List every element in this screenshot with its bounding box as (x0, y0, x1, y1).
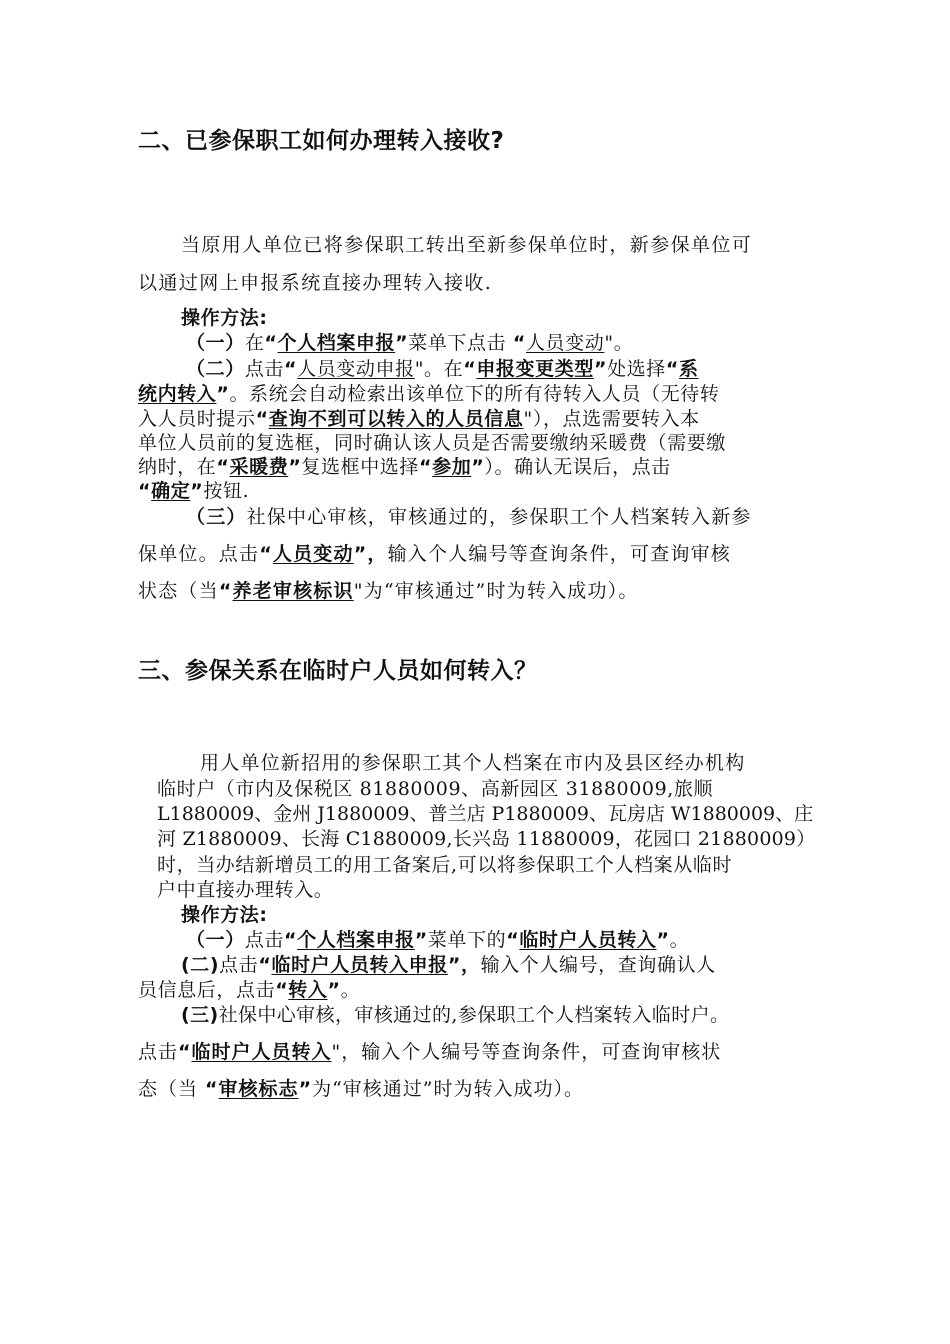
quote-mark: “ (218, 580, 233, 602)
step-text: 点击 (244, 929, 285, 951)
quote-mark: ” (414, 929, 428, 951)
quote-mark: “ (284, 358, 298, 380)
section3-step3-line1 (181, 1000, 729, 1027)
field-pension-audit-flag: 养老审核标识 (232, 580, 354, 602)
step-text: "为“审核通过”时为转入成功）。 (353, 580, 639, 602)
section3-intro-line4: 河 Z1880009、长海 C1880009,长兴岛 11880009，花园口 21880009） (157, 828, 816, 850)
section2-step2-line1 (186, 354, 699, 381)
field-change-type[interactable]: 申报变更类型 (476, 358, 594, 380)
quote-mark: “ (463, 358, 477, 380)
step-number: (二) (181, 954, 220, 976)
section3-method-label: 操作方法: (181, 904, 268, 926)
section2-method-label: 操作方法: (181, 307, 268, 329)
step-number: （三） (186, 506, 247, 528)
section3-intro-line6: 户中直接办理转入。 (157, 879, 334, 901)
section3-step3-line2 (138, 1037, 721, 1064)
quote-mark: “ (259, 543, 273, 565)
section3-step2-line1 (181, 950, 716, 977)
section2-step2-line5 (138, 452, 671, 479)
step-text: 为“审核通过”时为转入成功）。 (312, 1078, 584, 1100)
quote-mark: ” (395, 332, 409, 354)
quote-mark: “ (264, 332, 278, 354)
quote-mark: “ (419, 456, 433, 478)
quote-mark: “ (284, 929, 298, 951)
menu-link-personal-archive[interactable]: 个人档案申报 (277, 332, 396, 354)
section2-step1 (186, 328, 633, 355)
quote-mark: ”， (447, 954, 481, 976)
quote-mark: “ (255, 408, 269, 430)
section2-step3-line1 (186, 502, 752, 529)
step-text: 处选择 (607, 358, 666, 380)
section2-step2-line4: 单位人员前的复选框，同时确认该人员是否需要缴纳采暖费（需要缴 (138, 432, 727, 454)
menu-link-temp-account-transfer-report[interactable]: 临时户人员转入申报 (271, 954, 448, 976)
section2-title: 二、已参保职工如何办理转入接收? (138, 128, 505, 154)
step-text: ）。确认无误后，点击 (484, 456, 671, 478)
step-text: 点击 (138, 1041, 179, 1063)
step-text: 态（当 (138, 1078, 206, 1100)
menu-link-temp-account-transfer[interactable]: 临时户人员转入 (191, 1041, 332, 1063)
step-text: 按钮. (203, 480, 250, 502)
quote-mark: “ (138, 480, 152, 502)
step-text: 菜单下点击 (408, 332, 513, 354)
section2-step2-line3 (138, 404, 700, 431)
step-text: 社保中心审核，审核通过的，参保职工个人档案转入新参 (246, 506, 752, 528)
section3-step1 (186, 925, 689, 952)
menu-link-personnel-change-report[interactable]: 人员变动申报 (297, 358, 415, 380)
section3-title: 三、参保关系在临时户人员如何转入？ (138, 658, 538, 684)
menu-link-temp-account-transfer[interactable]: 临时户人员转入 (519, 929, 657, 951)
quote-mark: “ (205, 1078, 219, 1100)
step-text: "。 (604, 332, 634, 354)
menu-link-personnel-change[interactable]: 人员变动 (525, 332, 605, 354)
section2-intro-line2: 以通过网上申报系统直接办理转入接收. (138, 272, 493, 294)
confirm-button-ref[interactable]: 确定 (151, 480, 191, 502)
step-text: 纳时，在 (138, 456, 217, 478)
section3-step3-line3 (138, 1074, 584, 1101)
step-text: "），点选需要转入本 (523, 408, 700, 430)
section2-step2-line2 (138, 379, 720, 406)
quote-mark: “ (506, 929, 520, 951)
transfer-button-ref[interactable]: 转入 (288, 979, 328, 1001)
quote-mark: ” (298, 1078, 313, 1100)
section3-intro-line1: 用人单位新招用的参保职工其个人档案在市内及县区经办机构 (200, 752, 746, 774)
quote-mark: “ (178, 1041, 192, 1063)
quote-mark: ” (656, 929, 670, 951)
option-in-system-transfer-cont[interactable]: 统内转入 (138, 383, 217, 405)
quote-mark: ” (593, 358, 608, 380)
step-text: 。 (669, 929, 690, 951)
step-text: 输入个人编号，查询确认人 (480, 954, 716, 976)
quote-mark: ”， (353, 543, 388, 565)
step-text: 点击 (244, 358, 285, 380)
section2-intro-line1: 当原用人单位已将参保职工转出至新参保单位时，新参保单位可 (181, 234, 753, 256)
quote-mark: “ (665, 358, 679, 380)
section3-step2-line2 (138, 975, 360, 1002)
step-text: 。 (340, 979, 361, 1001)
step-text: 复选框中选择 (301, 456, 420, 478)
field-audit-flag: 审核标志 (218, 1078, 299, 1100)
step-text: 员信息后，点击 (138, 979, 276, 1001)
menu-link-personal-archive[interactable]: 个人档案申报 (297, 929, 415, 951)
step-text: 。系统会自动检索出该单位下的所有待转入人员（无待转 (229, 383, 720, 405)
step-text: "。在 (414, 358, 464, 380)
option-participate[interactable]: 参加 (432, 456, 472, 478)
step-text: 状态（当 (138, 580, 219, 602)
quote-mark: ” (471, 456, 485, 478)
step-number: (三) (181, 1004, 219, 1026)
step-number: （一） (186, 332, 245, 354)
section3-intro-line3: L1880009、金州 J1880009、普兰店 P1880009、瓦房店 W1880009、庄 (157, 803, 814, 825)
quote-mark: ” (288, 456, 302, 478)
step-number: （二） (186, 358, 245, 380)
message-no-transfer-personnel: 查询不到可以转入的人员信息 (268, 408, 524, 430)
quote-mark: “ (258, 954, 272, 976)
quote-mark: ” (327, 979, 341, 1001)
step-text: 菜单下的 (427, 929, 507, 951)
section2-step3-line2 (138, 539, 731, 566)
quote-mark: ” (216, 383, 230, 405)
step-text: 入人员时提示 (138, 408, 256, 430)
menu-link-personnel-change[interactable]: 人员变动 (272, 543, 354, 565)
section3-intro-line5: 时，当办结新增员工的用工备案后,可以将参保职工个人档案从临时 (157, 854, 733, 876)
step-text: "，输入个人编号等查询条件，可查询审核状 (331, 1041, 722, 1063)
step-text: 点击 (219, 954, 259, 976)
step-text: 社保中心审核，审核通过的,参保职工个人档案转入临时户。 (218, 1004, 730, 1026)
quote-mark: “ (216, 456, 230, 478)
quote-mark: “ (275, 979, 289, 1001)
checkbox-heating-fee[interactable]: 采暖费 (229, 456, 289, 478)
step-text: 在 (244, 332, 265, 354)
section3-intro-line2: 临时户（市内及保税区 81880009、高新园区 31880009,旅顺 (157, 778, 714, 800)
step-number: （一） (186, 929, 245, 951)
step-text: 保单位。点击 (138, 543, 260, 565)
section2-step3-line3 (138, 576, 639, 603)
step-text: 输入个人编号等查询条件，可查询审核 (387, 543, 731, 565)
quote-mark: “ (512, 332, 526, 354)
section2-step2-line6 (138, 476, 249, 503)
quote-mark: ” (190, 480, 204, 502)
option-in-system-transfer[interactable]: 系 (678, 358, 699, 380)
